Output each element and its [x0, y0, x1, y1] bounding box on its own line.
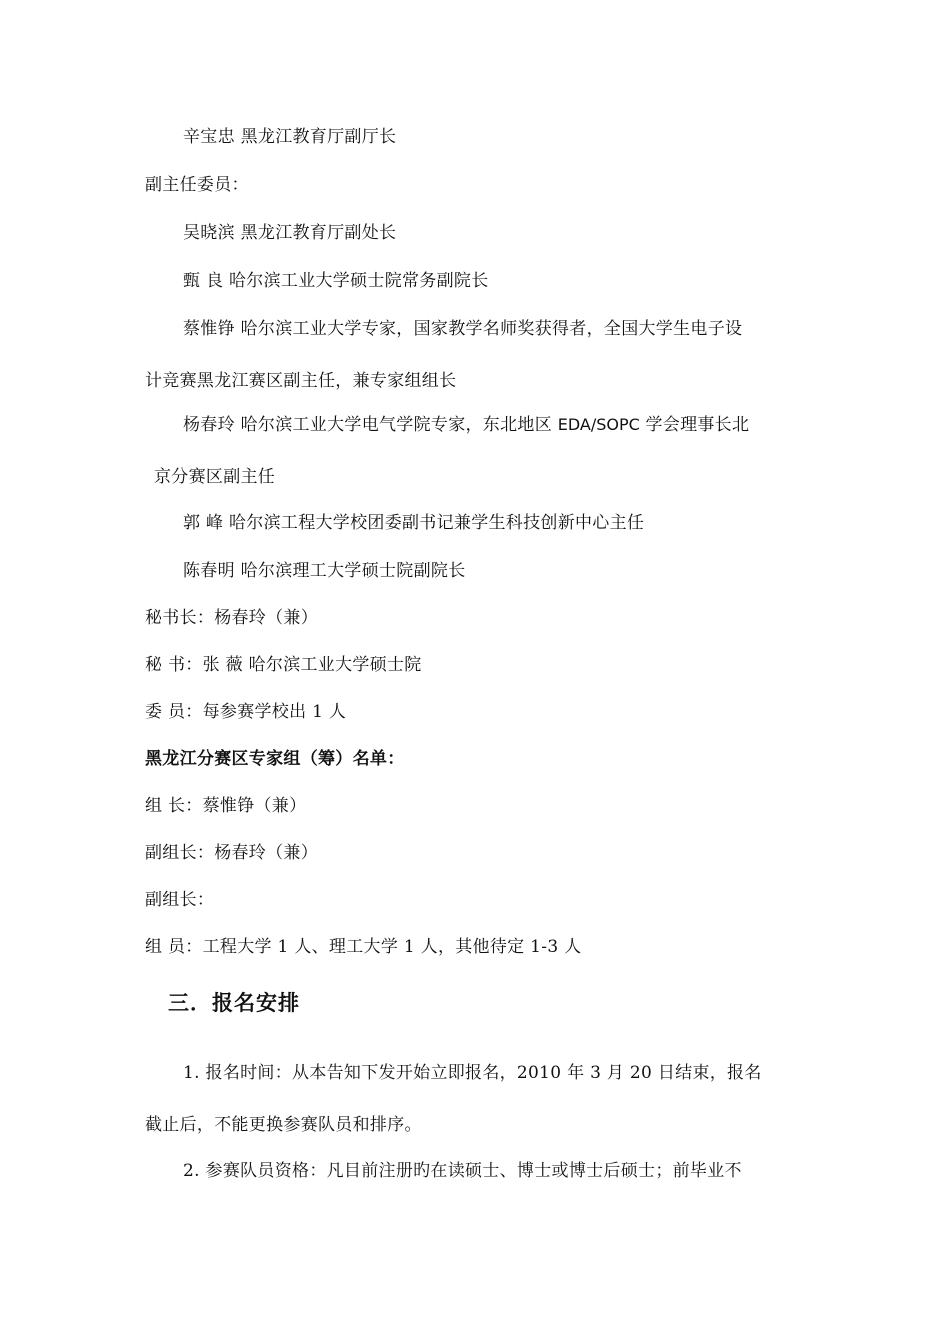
- vice-director-4-line1: [183, 414, 749, 436]
- vice-director-3-line2: 计竞赛黑龙江赛区副主任，兼专家组组长: [145, 371, 457, 391]
- expert-deputy-1: 副组长：杨春玲（兼）: [145, 843, 318, 863]
- vice-director-2: 甄 良 哈尔滨工业大学硕士院常务副院长: [183, 271, 489, 291]
- item-1-line2: 截止后，不能更换参赛队员和排序。: [145, 1115, 422, 1135]
- expert-members-line: 组 员：工程大学 1 人、理工大学 1 人，其他待定 1-3 人: [145, 937, 582, 957]
- director-line: 辛宝忠 黑龙江教育厅副厅长: [183, 127, 397, 147]
- vice-director-4-text-a: 杨春玲 哈尔滨工业大学电气学院专家，东北地区: [183, 415, 558, 435]
- vice-director-title: 副主任委员：: [145, 175, 249, 195]
- vice-director-4-text-b: 学会理事长北: [639, 415, 750, 435]
- members-line: 委 员：每参赛学校出 1 人: [145, 702, 347, 722]
- vice-director-4-line2: 京分赛区副主任: [154, 467, 276, 487]
- section-heading: 三．报名安排: [168, 990, 300, 1015]
- vice-director-4-latin: EDA/SOPC: [557, 415, 640, 434]
- secretary-line: 秘 书：张 薇 哈尔滨工业大学硕士院: [145, 655, 422, 675]
- vice-director-1: 吴晓滨 黑龙江教育厅副处长: [183, 223, 397, 243]
- expert-group-title: 黑龙江分赛区专家组（筹）名单：: [145, 749, 405, 769]
- vice-director-6: 陈春明 哈尔滨理工大学硕士院副院长: [183, 561, 466, 581]
- secretary-general-line: 秘书长：杨春玲（兼）: [145, 608, 318, 628]
- expert-deputy-2: 副组长：: [145, 890, 215, 910]
- vice-director-5: 郭 峰 哈尔滨工程大学校团委副书记兼学生科技创新中心主任: [183, 513, 645, 533]
- item-2-line1: 2. 参赛队员资格：凡目前注册旳在读硕士、博士或博士后硕士；前毕业不: [183, 1161, 742, 1181]
- expert-leader-line: 组 长：蔡惟铮（兼）: [145, 796, 307, 816]
- vice-director-3-line1: 蔡惟铮 哈尔滨工业大学专家，国家教学名师奖获得者，全国大学生电子设: [183, 319, 743, 339]
- item-1-line1: 1. 报名时间：从本告知下发开始立即报名，2010 年 3 月 20 日结束，报名: [183, 1063, 762, 1083]
